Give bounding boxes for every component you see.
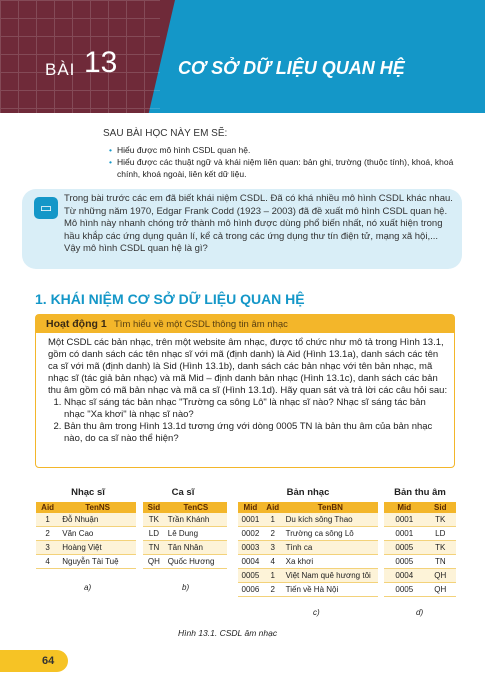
table-row (143, 513, 227, 527)
column-header: Sid (425, 502, 456, 513)
table-cell: 1 (263, 513, 283, 527)
table-caption-nhacsi: Nhạc sĩ (71, 487, 105, 498)
learning-goals (103, 128, 463, 180)
intro-box (22, 189, 462, 269)
table-cell: 0001 (238, 513, 263, 527)
table-label-d: d) (416, 608, 424, 617)
table-cell: 2 (36, 527, 59, 541)
column-header: Aid (36, 502, 59, 513)
activity-questions (48, 397, 448, 445)
column-header: TenNS (59, 502, 136, 513)
table-cell: Xa khơi (283, 555, 378, 569)
table-cell: 0002 (238, 527, 263, 541)
table-cell: TK (425, 513, 456, 527)
table-cell: 3 (263, 541, 283, 555)
table-cell: Hoàng Việt (59, 541, 136, 555)
activity-text: Một CSDL các bản nhạc, trên một website âm nhạc, được tổ chức như mô tả trong Hình 13.1, gồm có danh sách các tên nhạc sĩ với mã (định danh) là Aid (Hình 13.1a), danh sách các tên ca sĩ với mã (định danh) là Sid (Hình 13.1b), danh sách các bản nhạc với tên bản nhạc, mã nhạc sĩ (tác giả bản nhạc) và mã Mid – định danh bản nhạc (Hình 13.1c), danh sách các bản thu âm gồm có mã bản nhạc và mã ca sĩ (Hình 13.1d). Hãy quan sát và trả lời các câu hỏi sau: (48, 337, 448, 396)
table-row (384, 583, 456, 597)
table-cell: TK (425, 541, 456, 555)
figure-caption: Hình 13.1. CSDL âm nhạc (178, 628, 278, 638)
lesson-label: BÀI (45, 60, 76, 79)
goal-item: • Hiểu được mô hình CSDL quan hệ. (111, 144, 463, 156)
table-cell: 2 (263, 527, 283, 541)
table-cell: 3 (36, 541, 59, 555)
table-row (36, 527, 136, 541)
header-grid-pattern (0, 0, 160, 113)
table-row (384, 513, 456, 527)
table-cell: 0006 (238, 583, 263, 597)
table-row (143, 555, 227, 569)
table-banthuam (384, 502, 456, 597)
table-row (143, 541, 227, 555)
lesson-header (0, 0, 485, 113)
page-number: 64 (42, 655, 55, 667)
table-cell: Du kích sông Thao (283, 513, 378, 527)
table-cell: Tiến về Hà Nội (283, 583, 378, 597)
table-cell: 1 (36, 513, 59, 527)
table-row (384, 527, 456, 541)
table-cell: LD (425, 527, 456, 541)
table-row (238, 555, 378, 569)
page-number-tab (0, 650, 68, 672)
table-cell: Nguyễn Tài Tuệ (59, 555, 136, 569)
table-row (384, 555, 456, 569)
table-cell: Lê Dung (165, 527, 227, 541)
activity-body (48, 337, 448, 445)
table-cell: QH (425, 583, 456, 597)
question-item: 2. Bản thu âm trong Hình 13.1d tương ứng với dòng 0005 TN là bản thu âm của bản nhạc nào, do ca sĩ nào thể hiện? (64, 421, 448, 445)
section-title: 1. KHÁI NIỆM CƠ SỞ DỮ LIỆU QUAN HỆ (35, 291, 305, 307)
table-caption-banthuam: Bản thu âm (394, 487, 446, 498)
activity-subtitle: Tìm hiểu về một CSDL thông tin âm nhạc (114, 319, 288, 330)
table-row (143, 527, 227, 541)
table-cell: QH (425, 569, 456, 583)
column-header: TenBN (283, 502, 378, 513)
table-cell: 0001 (384, 527, 425, 541)
table-cell: TN (425, 555, 456, 569)
table-label-b: b) (182, 583, 190, 592)
table-cell: Quốc Hương (165, 555, 227, 569)
table-row (36, 541, 136, 555)
table-cell: LD (143, 527, 165, 541)
table-cell: Văn Cao (59, 527, 136, 541)
table-cell: Trần Khánh (165, 513, 227, 527)
table-cell: 0004 (384, 569, 425, 583)
column-header: Sid (143, 502, 165, 513)
column-header: Mid (384, 502, 425, 513)
activity-label: Hoạt động 1 (46, 318, 107, 330)
table-bannhac (238, 502, 378, 597)
table-label-c: c) (313, 608, 320, 617)
column-header: TenCS (165, 502, 227, 513)
column-header: Mid (238, 502, 263, 513)
table-cell: Việt Nam quê hương tôi (283, 569, 378, 583)
table-cell: 0005 (384, 555, 425, 569)
lesson-number: 13 (84, 46, 118, 79)
table-row (238, 541, 378, 555)
table-row (384, 541, 456, 555)
goals-list (103, 144, 463, 180)
table-cell: 0004 (238, 555, 263, 569)
goals-heading: SAU BÀI HỌC NÀY EM SẼ: (103, 128, 228, 139)
table-cell: 0005 (384, 583, 425, 597)
table-row (36, 513, 136, 527)
table-cell: TN (143, 541, 165, 555)
table-nhacsi (36, 502, 136, 569)
table-casi (143, 502, 227, 569)
question-item: 1. Nhạc sĩ sáng tác bản nhạc "Trường ca sông Lô" là nhạc sĩ nào? Nhạc sĩ sáng tác bản nhạc "Xa khơi" là nhạc sĩ nào? (64, 397, 448, 421)
table-cell: QH (143, 555, 165, 569)
table-cell: 0005 (238, 569, 263, 583)
table-caption-casi: Ca sĩ (171, 487, 195, 498)
table-cell: 4 (36, 555, 59, 569)
table-cell: Đỗ Nhuận (59, 513, 136, 527)
table-cell: Tình ca (283, 541, 378, 555)
column-header: Aid (263, 502, 283, 513)
table-label-a: a) (84, 583, 92, 592)
table-row (238, 513, 378, 527)
activity-box (35, 314, 455, 468)
table-row (238, 583, 378, 597)
table-row (238, 527, 378, 541)
goal-item: • Hiểu được các thuật ngữ và khái niệm liên quan: bản ghi, trường (thuộc tính), khoá, khoá chính, khoá ngoài, liên kết dữ liệu. (111, 156, 463, 180)
table-cell: Trường ca sông Lô (283, 527, 378, 541)
table-caption-bannhac: Bản nhạc (286, 487, 330, 498)
table-row (384, 569, 456, 583)
intro-text: Trong bài trước các em đã biết khái niệm CSDL. Đã có khá nhiều mô hình CSDL khác nhau. Từ những năm 1970, Edgar Frank Codd (1923 – 2003) đã đề xuất mô hình CSDL quan hệ. Mô hình này nhanh chóng trở thành mô hình được dùng phổ biến nhất, nó xuất hiện trong hầu khắp các ứng dụng quản lí, kể cả trong các ứng dụng thư tín điện tử, mạng xã hội,... Vậy mô hình CSDL quan hệ là gì? (64, 193, 453, 254)
table-cell: Tân Nhân (165, 541, 227, 555)
table-row (238, 569, 378, 583)
table-cell: TK (143, 513, 165, 527)
table-cell: 2 (263, 583, 283, 597)
table-cell: 0001 (384, 513, 425, 527)
lesson-title: CƠ SỞ DỮ LIỆU QUAN HỆ (178, 58, 405, 78)
table-row (36, 555, 136, 569)
table-cell: 1 (263, 569, 283, 583)
table-cell: 4 (263, 555, 283, 569)
table-cell: 0005 (384, 541, 425, 555)
laptop-icon: ▭ (34, 197, 58, 219)
table-cell: 0003 (238, 541, 263, 555)
